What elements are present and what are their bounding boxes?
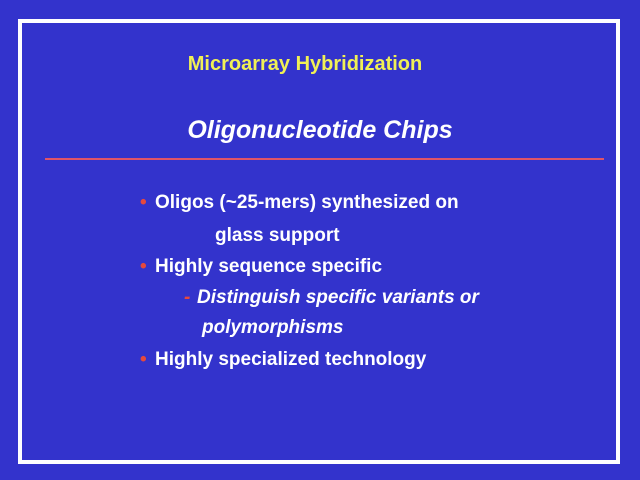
sub-bullet-text: Distinguish specific variants or — [197, 287, 479, 308]
bullet-item-continuation — [0, 224, 640, 248]
sub-bullet-item — [0, 286, 640, 310]
slide-title: Microarray Hybridization — [187, 53, 423, 75]
bullet-text: Oligos (~25-mers) synthesized on — [155, 192, 459, 213]
bullet-text: Highly sequence specific — [155, 256, 383, 277]
bullet-dot-marker: • — [140, 256, 147, 277]
sub-bullet-dash-marker: - — [184, 287, 191, 308]
bullet-text: Highly specialized technology — [155, 349, 427, 370]
bullet-item — [0, 348, 640, 372]
bullet-text: glass support — [215, 225, 340, 246]
divider-line — [45, 158, 604, 160]
bullet-dot-marker: • — [140, 192, 147, 213]
slide-subtitle: Oligonucleotide Chips — [187, 116, 453, 144]
bullet-item — [0, 255, 640, 279]
bullet-item — [0, 191, 640, 215]
sub-bullet-text: polymorphisms — [202, 317, 344, 338]
sub-bullet-item-continuation — [0, 316, 640, 340]
bullet-dot-marker: • — [140, 349, 147, 370]
